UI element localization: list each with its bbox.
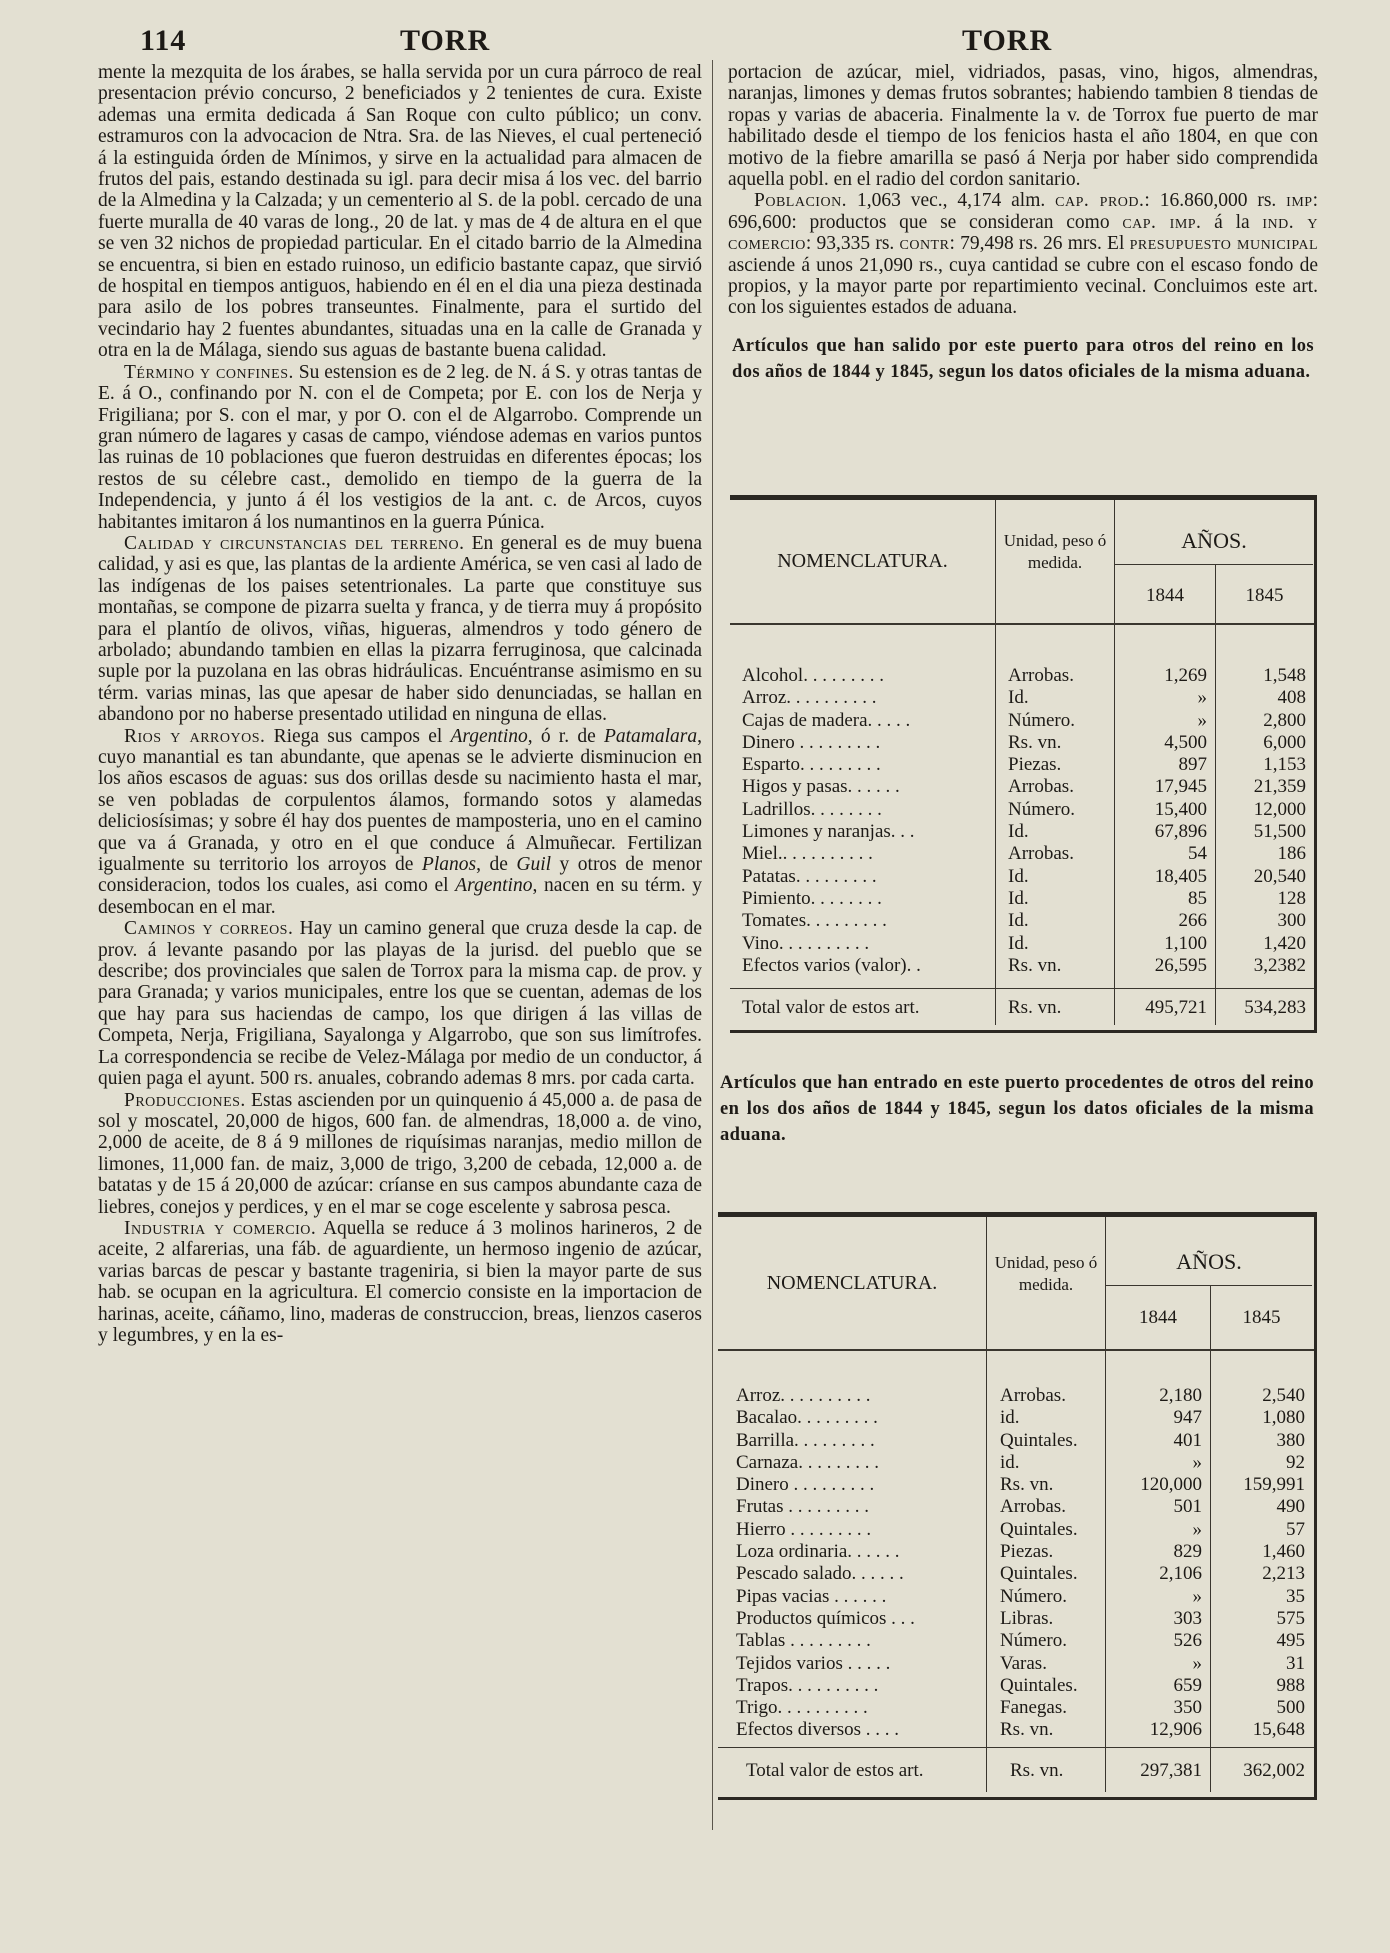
item-name: Trapos. . . . . . . . . . (736, 1674, 879, 1696)
value-1844: 85 (1188, 887, 1207, 909)
item-unit: Id. (1008, 932, 1029, 954)
item-unit: Número. (1000, 1630, 1068, 1652)
paragraph-producciones (98, 1090, 702, 1218)
table-row (742, 843, 1312, 865)
section-heading: Poblacion. (754, 190, 848, 212)
page-number: 114 (140, 24, 187, 57)
table2-head-nomenclature: NOMENCLATURA. (766, 1272, 938, 1294)
value-1845: 12,000 (1253, 798, 1306, 820)
item-unit: Número. (1000, 1585, 1068, 1607)
value-1844: 1,269 (1164, 665, 1207, 686)
abbrev: cap. prod. (1055, 190, 1145, 212)
table2-year-1845: 1845 (1242, 1307, 1281, 1328)
value-1845: 1,420 (1263, 932, 1306, 954)
value-1844: 120,000 (1140, 1474, 1202, 1496)
item-name: Ladrillos. . . . . . . . (742, 798, 882, 820)
value-1844: 12,906 (1149, 1719, 1202, 1741)
item-name: Trigo. . . . . . . . . . (736, 1697, 868, 1719)
value-1845: 128 (1277, 887, 1306, 909)
table-row (736, 1653, 1308, 1675)
section-text: , cuyo manantial es tan abundante, que apenas se le advierte disminucion en los años escasos de aguas: sus dos orillas desde su nacimiento hasta el mar, se ven pobladas de corpulentos álamos, formando sotos y alamedas deliciosísimas; y sobre él hay dos puentes de mamposteria, uno en el camino que va á Granada, y otro en el que conduce á Almuñecar. Fertilizan igualmente su territorio los arroyos de (98, 725, 702, 876)
value-1844: » (1192, 1652, 1202, 1674)
right-column (728, 62, 1318, 385)
item-unit: Arrobas. (1008, 843, 1074, 865)
table-row (736, 1675, 1308, 1697)
paragraph-poblacion (728, 190, 1318, 318)
table1-total-label: Total valor de estos art. (742, 997, 920, 1018)
running-head-right: TORR (962, 24, 1053, 57)
table2-total-1845: 362,002 (1243, 1760, 1305, 1781)
value-1844: 897 (1178, 754, 1207, 776)
value-1844: 659 (1173, 1674, 1202, 1696)
item-name: Frutas . . . . . . . . . (736, 1496, 869, 1518)
table1-head-years: AÑOS. (1181, 528, 1247, 553)
table-row (742, 665, 1312, 687)
value-1845: 575 (1276, 1607, 1305, 1629)
table1-year-1844: 1844 (1146, 585, 1184, 606)
item-unit: Id. (1008, 865, 1029, 887)
value-1844: 2,180 (1159, 1385, 1202, 1406)
section-text: Su estension es de 2 leg. de N. á S. y otras tantas de E. á O., confinando por N. con el de Competa; por E. con los de Nerja y Frigiliana; por S. con el mar, y por O. con el de Algarrobo. Comprende un gran número de lagares y casas de campo, viéndose ademas en varios puntos las ruinas de 10 poblaciones que fueron destruidas en diferentes épocas; los restos de su célebre cast., demolido en tiempo de la guerra de la Independencia, y junto á él los vestigios de la ant. c. de Arcos, cuyos habitantes imitaron á los numantinos en la guerra Púnica. (98, 361, 702, 533)
table-row (736, 1541, 1308, 1563)
value-1844: 17,945 (1154, 776, 1207, 798)
stream-name: Planos (421, 854, 477, 876)
item-unit: Quintales. (1000, 1674, 1078, 1696)
item-unit: Rs. vn. (1008, 954, 1062, 976)
table-row (736, 1719, 1308, 1741)
value-1845: 2,800 (1263, 709, 1306, 731)
item-unit: Quintales. (1000, 1563, 1078, 1585)
item-unit: Id. (1008, 821, 1029, 843)
value-1845: 2,213 (1262, 1563, 1305, 1585)
river-name: Patamalara (603, 725, 698, 747)
section-heading: Caminos y correos. (124, 918, 294, 940)
abbrev: ind. y comercio (728, 211, 1318, 255)
item-name: Pescado salado. . . . . . (736, 1563, 904, 1585)
section-heading: Rios y arroyos. (124, 725, 266, 747)
table1-total-1845: 534,283 (1244, 997, 1306, 1018)
value-1844: » (1192, 1451, 1202, 1473)
section-text: : 16.860,000 rs. (1144, 190, 1287, 212)
item-unit: Fanegas. (1000, 1697, 1068, 1719)
table-row (736, 1608, 1308, 1630)
paragraph-rios (98, 726, 702, 919)
table-row (742, 776, 1312, 798)
item-name: Pimiento. . . . . . . . (742, 887, 882, 909)
section-text: Hay un camino general que cruza desde la cap. de prov. á levante pasando por las playas de la jurisd. del pueblo que se describe; dos provinciales que salen de Torrox para la misma cap. de prov. y para Granada; y varios municipales, entre los que se cuentan, ademas de los que hay para sus haciendas de campo, los que dirigen á las villas de Competa, Nerja, Frigiliana, Sayalonga y Algarrobo, que son sus limítrofes. La correspondencia se recibe de Velez-Málaga por medio de un conductor, á quien paga el ayunt. 500 rs. anuales, cobrando ademas 8 mrs. por cada carta. (98, 918, 702, 1090)
table-row (736, 1630, 1308, 1652)
table-row (742, 955, 1312, 977)
item-name: Limones y naranjas. . . (742, 821, 915, 843)
running-head-left: TORR (400, 24, 491, 57)
section-text: : 93,335 rs. (805, 233, 900, 255)
value-1844: » (1192, 1518, 1202, 1540)
item-unit: Piezas. (1008, 754, 1062, 776)
table2-head-unit: Unidad, peso ó medida. (994, 1253, 1098, 1294)
table-row (742, 799, 1312, 821)
item-name: Hierro . . . . . . . . . (736, 1518, 872, 1540)
value-1844: 18,405 (1154, 865, 1207, 887)
table-row (742, 910, 1312, 932)
section-text: , ó r. de (527, 725, 604, 747)
value-1844: » (1197, 709, 1207, 731)
table-row (742, 710, 1312, 732)
item-name: Vino. . . . . . . . . . (742, 932, 870, 954)
item-name: Dinero . . . . . . . . . (736, 1474, 875, 1496)
table1-rule (1115, 564, 1313, 565)
section-text: Riega sus campos el (265, 725, 451, 747)
abbrev: cap. imp. (1122, 211, 1202, 233)
value-1845: 490 (1276, 1496, 1305, 1518)
value-1845: 1,080 (1262, 1407, 1305, 1429)
item-unit: Arrobas. (1008, 776, 1074, 798)
table1-total-1844: 495,721 (1145, 997, 1207, 1018)
table2-total-unit: Rs. vn. (1010, 1760, 1064, 1781)
imports-table (718, 1212, 1317, 1800)
item-name: Pipas vacias . . . . . . (736, 1585, 887, 1607)
value-1844: 4,500 (1164, 731, 1207, 753)
item-unit: Quintales. (1000, 1518, 1078, 1540)
section-text: , de (476, 854, 517, 876)
section-heading: Industria y comercio. (124, 1217, 317, 1239)
section-text: y otros de menor consideracion, todos los cuales, asi como el (98, 854, 702, 897)
item-name: Esparto. . . . . . . . . (742, 754, 881, 776)
item-unit: Número. (1008, 798, 1076, 820)
table2-rows (736, 1385, 1308, 1742)
value-1844: » (1192, 1585, 1202, 1607)
value-1844: 266 (1178, 910, 1207, 932)
table1-year-1845: 1845 (1245, 585, 1284, 606)
section-text: asciende á unos 21,090 rs., cuya cantidad se cubre con el escaso fondo de propios, y la mayor parte por repartimiento vecinal. Concluimos este art. con los siguientes estados de aduana. (728, 254, 1318, 319)
column-divider (712, 60, 713, 1830)
item-name: Efectos varios (valor). . (742, 954, 921, 976)
table-row (736, 1586, 1308, 1608)
value-1845: 159,991 (1243, 1474, 1305, 1496)
value-1844: 401 (1173, 1429, 1202, 1451)
item-unit: Piezas. (1000, 1541, 1054, 1563)
item-name: Dinero . . . . . . . . . (742, 731, 881, 753)
table-row (742, 754, 1312, 776)
item-unit: Quintales. (1000, 1429, 1078, 1451)
value-1844: » (1197, 687, 1207, 709)
table-row (742, 933, 1312, 955)
value-1845: 1,153 (1263, 754, 1306, 776)
item-unit: Arrobas. (1008, 665, 1074, 686)
exports-table (730, 495, 1317, 1033)
item-name: Carnaza. . . . . . . . . (736, 1451, 879, 1473)
paragraph-caminos (98, 918, 702, 1089)
table2-year-1844: 1844 (1139, 1307, 1177, 1328)
value-1845: 35 (1286, 1585, 1305, 1607)
table1-total-unit: Rs. vn. (1008, 997, 1062, 1018)
value-1845: 408 (1277, 687, 1306, 709)
value-1845: 495 (1276, 1630, 1305, 1652)
table1-rule (730, 988, 1314, 989)
section-text: Aquella se reduce á 3 molinos harineros, 2 de aceite, 2 alfarerias, una fáb. de aguardiente, un hermoso ingenio de azúcar, varias barcas de pescar y bastante trageniria, si bien la mayor parte de sus hab. se ocupan en la agricultura. El comercio consiste en la importacion de harinas, aceite, cáñamo, lino, maderas de construccion, breas, lienzos caseros y legumbres, y en la es- (98, 1217, 702, 1346)
abbrev: presupuesto municipal (1129, 233, 1318, 255)
table-row (736, 1385, 1308, 1407)
section-text: En general es de muy buena calidad, y asi es que, las plantas de la ardiente América, se ven casi al lado de las indígenas de los paises setentrionales. La parte que constituye sus montañas, se compone de pizarra suelta y franca, y de tierra muy á propósito para el plantío de olivos, viñas, higueras, almendros y todo género de arbolado; abundando tambien en ellas la pizarra ferruginosa, que calcinada suple por la puzolana en las obras hidráulicas. Encuéntranse asimismo en su térm. varias minas, las que apesar de haber sido denunciadas, se hallan en abandono por no haberse presentado utilidad en ninguna de ellas. (98, 532, 702, 726)
table1-rows (742, 665, 1312, 977)
item-unit: id. (1000, 1451, 1020, 1473)
paragraph-calidad (98, 533, 702, 726)
value-1845: 20,540 (1253, 865, 1306, 887)
section-heading: Término y confines. (124, 361, 294, 383)
table1-caption: Artículos que han salido por este puerto para otros del reino en los dos años de 1844 y 1845, segun los datos oficiales de la misma aduana. (732, 335, 1314, 382)
abbrev: imp (1286, 190, 1313, 212)
table-row (742, 732, 1312, 754)
table1-head-nomenclature: NOMENCLATURA. (777, 550, 948, 572)
value-1844: 526 (1173, 1630, 1202, 1652)
item-unit: Rs. vn. (1008, 731, 1062, 753)
stream-name: Guil (516, 854, 552, 876)
value-1845: 500 (1276, 1697, 1305, 1719)
section-text: : 696,600: productos que se consideran como (728, 190, 1318, 233)
table-row (736, 1430, 1308, 1452)
item-name: Bacalao. . . . . . . . . (736, 1407, 878, 1429)
table2-rule (718, 1747, 1314, 1748)
item-unit: Rs. vn. (1000, 1719, 1054, 1741)
value-1845: 21,359 (1253, 776, 1306, 798)
value-1844: 54 (1188, 843, 1207, 865)
section-heading: Calidad y circunstancias del terreno. (124, 532, 465, 554)
value-1845: 6,000 (1263, 731, 1306, 753)
section-heading: Producciones. (124, 1089, 246, 1111)
table2-caption: Artículos que han entrado en este puerto procedentes de otros del reino en los dos años de 1844 y 1845, segun los datos oficiales de la misma aduana. (720, 1073, 1314, 1145)
value-1845: 15,648 (1252, 1719, 1305, 1741)
value-1845: 57 (1286, 1518, 1305, 1540)
table-row (742, 888, 1312, 910)
item-name: Arroz. . . . . . . . . . (742, 687, 877, 709)
table-row (736, 1563, 1308, 1585)
value-1845: 31 (1286, 1652, 1305, 1674)
paragraph-industria (98, 1218, 702, 1346)
item-name: Alcohol. . . . . . . . . (742, 665, 884, 686)
table-row (742, 687, 1312, 709)
item-name: Arroz. . . . . . . . . . (736, 1385, 871, 1406)
value-1845: 186 (1277, 843, 1306, 865)
table-row (736, 1407, 1308, 1429)
item-unit: Id. (1008, 687, 1029, 709)
item-name: Productos químicos . . . (736, 1607, 915, 1629)
value-1844: 2,106 (1159, 1563, 1202, 1585)
value-1844: 303 (1173, 1607, 1202, 1629)
section-text: Estas ascienden por un quinquenio á 45,000 a. de pasa de sol y moscatel, 20,000 de higos, 600 fan. de almendras, 18,000 a. de vino, 2,000 de aceite, de 8 á 9 millones de riquísimas naranjas, medio millon de limones, 11,000 fan. de maiz, 3,000 de trigo, 3,200 de cebada, 12,000 a. de batatas y de 15 á 20,000 de azúcar: críanse en sus campos abundante caza de liebres, conejos y perdices, y en el mar se coge escelente y sabrosa pesca. (98, 1089, 702, 1218)
item-name: Loza ordinaria. . . . . . (736, 1541, 900, 1563)
value-1844: 350 (1173, 1697, 1202, 1719)
left-column (98, 62, 702, 1832)
table-row (736, 1474, 1308, 1496)
table-row (736, 1519, 1308, 1541)
value-1844: 501 (1173, 1496, 1202, 1518)
item-name: Cajas de madera. . . . . (742, 709, 911, 731)
table2-total-label: Total valor de estos art. (746, 1760, 924, 1781)
item-name: Tablas . . . . . . . . . (736, 1630, 871, 1652)
paragraph-church: mente la mezquita de los árabes, se halla servida por un cura párroco de real presentacion prévio concurso, 2 beneficiados y 2 tenientes de cura. Existe ademas una ermita dedicada á San Roque con culto público; un conv. estramuros con la advocacion de Ntra. Sra. de las Nieves, el cual perteneció á la estinguida órden de Mínimos, y sirve en la actualidad para almacen de frutos del pais, estando destinada su igl. para decir misa á los vec. del barrio de la Almedina y la Calzada; y un cementerio al S. de la pobl. cercado de una fuerte muralla de 40 varas de long., 20 de lat. y mas de 4 de altura en el que se ven 32 nichos de propiedad particular. En el citado barrio de la Almedina se encuentra, si bien en estado ruinoso, un edificio bastante capaz, que sirvió de hospital en tiempos antiguos, habiendo en él en el dia una pieza destinada para asilo de los pobres transeuntes. Finalmente, para el surtido del vecindario hay 2 fuentes abundantes, situadas una en la calle de Granada y otra en la de Málaga, siendo sus aguas de bastante buena calidad. (98, 62, 702, 362)
value-1844: 947 (1173, 1407, 1202, 1429)
value-1844: 829 (1173, 1541, 1202, 1563)
value-1845: 300 (1277, 910, 1306, 932)
value-1844: 26,595 (1154, 954, 1207, 976)
table2-head-years: AÑOS. (1176, 1249, 1242, 1274)
item-unit: Arrobas. (1000, 1496, 1066, 1518)
table-row (742, 821, 1312, 843)
table-row (736, 1697, 1308, 1719)
item-unit: Libras. (1000, 1607, 1054, 1629)
item-name: Tejidos varios . . . . . (736, 1652, 891, 1674)
item-unit: Id. (1008, 910, 1029, 932)
table-row (736, 1452, 1308, 1474)
value-1844: 15,400 (1154, 798, 1207, 820)
item-unit: Rs. vn. (1000, 1474, 1054, 1496)
item-name: Miel.. . . . . . . . . . (742, 843, 873, 865)
table2-rule (718, 1349, 1314, 1351)
item-name: Higos y pasas. . . . . . (742, 776, 900, 798)
river-name: Argentino (455, 875, 533, 897)
table1-head-unit: Unidad, peso ó medida. (1003, 531, 1107, 572)
table2-rule (1106, 1285, 1312, 1286)
section-text: 1,063 vec., 4,174 alm. (847, 190, 1056, 212)
item-name: Efectos diversos . . . . (736, 1719, 900, 1741)
item-name: Tomates. . . . . . . . . (742, 910, 887, 932)
value-1844: 1,100 (1164, 932, 1207, 954)
item-unit: id. (1000, 1407, 1020, 1429)
item-unit: Número. (1008, 709, 1076, 731)
section-text: á la (1201, 211, 1263, 233)
table-row (736, 1496, 1308, 1518)
item-name: Patatas. . . . . . . . . (742, 865, 877, 887)
section-text: , nacen en su térm. y desembocan en el mar. (98, 875, 702, 918)
value-1844: 67,896 (1154, 821, 1207, 843)
item-unit: Arrobas. (1000, 1385, 1066, 1406)
value-1845: 2,540 (1262, 1385, 1305, 1406)
value-1845: 1,460 (1262, 1541, 1305, 1563)
paragraph-exportacion: portacion de azúcar, miel, vidriados, pasas, vino, higos, almendras, naranjas, limones y demas frutos sobrantes; habiendo tambien 8 tiendas de ropas y varias de abaceria. Finalmente la v. de Torrox fue puerto de mar habilitado desde el tiempo de los fenicios hasta el año 1804, en que con motivo de la fiebre amarilla se pasó á Nerja por haber sido comprendida aquella pobl. en el radio del cordon sanitario. (728, 62, 1318, 191)
item-unit: Varas. (1000, 1652, 1047, 1674)
value-1845: 92 (1286, 1451, 1305, 1473)
table2-total-1844: 297,381 (1140, 1760, 1202, 1781)
value-1845: 3,2382 (1253, 954, 1306, 976)
table1-rule (730, 623, 1314, 625)
abbrev: contr (899, 233, 950, 255)
value-1845: 51,500 (1253, 821, 1306, 843)
river-name: Argentino (450, 725, 528, 747)
value-1845: 988 (1276, 1674, 1305, 1696)
value-1845: 380 (1276, 1429, 1305, 1451)
paragraph-termino (98, 362, 702, 533)
value-1845: 1,548 (1263, 665, 1306, 686)
item-name: Barrilla. . . . . . . . . (736, 1429, 875, 1451)
item-unit: Id. (1008, 887, 1029, 909)
table-row (742, 866, 1312, 888)
section-text: : 79,498 rs. 26 mrs. El (949, 233, 1130, 255)
